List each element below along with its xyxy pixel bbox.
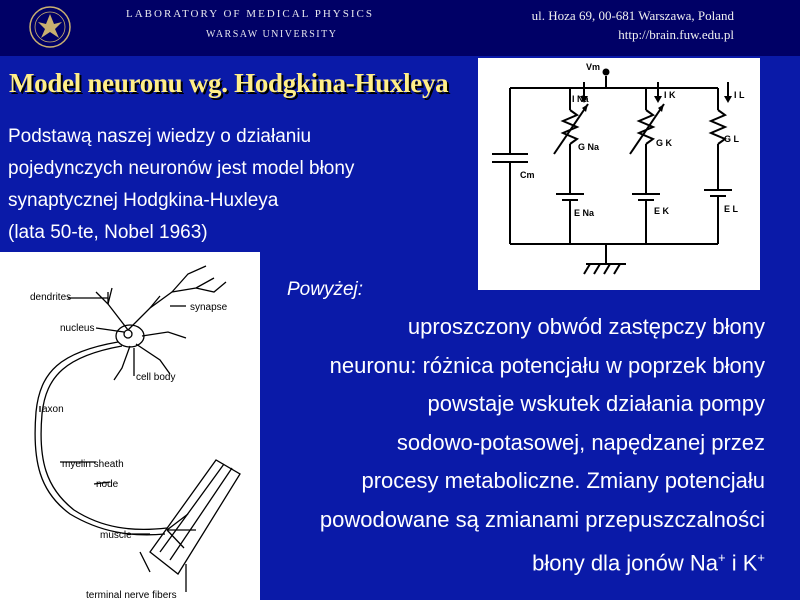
intro-text xyxy=(8,121,354,249)
description-line: sodowo-potasowej, napędzanej przez xyxy=(396,429,765,455)
description-text xyxy=(270,308,765,583)
cm-label: Cm xyxy=(520,170,535,180)
synapse-label: synapse xyxy=(190,302,228,313)
description-line: powodowane są zmianami przepuszczalności xyxy=(319,506,765,532)
description-line-last xyxy=(270,539,765,583)
header-bar xyxy=(0,0,800,56)
g-k-label: G K xyxy=(656,138,673,148)
cell-body-label: cell body xyxy=(136,372,176,383)
lab-name: LABORATORY OF MEDICAL PHYSICS xyxy=(126,8,374,20)
e-k-label: E K xyxy=(654,206,670,216)
above-label: Powyżej: xyxy=(287,279,364,300)
e-na-label: E Na xyxy=(574,208,595,218)
description-text-part: błony dla jonów Na xyxy=(532,550,719,576)
description-line: powstaje wskutek działania pompy xyxy=(427,391,765,416)
terminal-fibers-label: terminal nerve fibers xyxy=(86,590,177,600)
i-l-label: I L xyxy=(734,90,745,100)
axon-label: axon xyxy=(42,404,64,415)
dendrites-label: dendrites xyxy=(30,292,72,303)
nucleus-label: nucleus xyxy=(60,323,95,334)
intro-line: pojedynczych neuronów jest model błony xyxy=(8,158,355,179)
node-label: node xyxy=(96,479,119,490)
intro-line: synaptycznej Hodgkina-Huxleya xyxy=(8,190,279,211)
slide-title: Model neuronu wg. Hodgkina-Huxleya xyxy=(9,68,449,98)
superscript-plus: + xyxy=(718,550,726,565)
address-text: ul. Hoza 69, 00-681 Warszawa, Poland xyxy=(531,8,734,23)
superscript-plus: + xyxy=(757,550,765,565)
g-na-label: G Na xyxy=(578,142,600,152)
g-l-label: G L xyxy=(724,134,739,144)
muscle-label: muscle xyxy=(100,530,132,541)
myelin-sheath-label: myelin sheath xyxy=(62,459,124,470)
e-l-label: E L xyxy=(724,204,739,214)
address-block xyxy=(532,6,734,44)
description-text-part: i K xyxy=(725,550,758,576)
description-line: neuronu: różnica potencjału w poprzek błony xyxy=(329,352,765,378)
i-k-label: I K xyxy=(664,90,676,100)
vm-label: Vm xyxy=(586,62,601,72)
university-emblem-icon xyxy=(28,4,72,50)
website-link[interactable]: http://brain.fuw.edu.pl xyxy=(618,27,734,42)
neuron-illustration xyxy=(0,252,260,600)
university-name: WARSAW UNIVERSITY xyxy=(206,29,338,40)
i-na-label: I Na xyxy=(572,94,589,104)
description-line: uproszczony obwód zastępczy błony xyxy=(407,314,765,339)
intro-line: (lata 50-te, Nobel 1963) xyxy=(8,222,208,243)
description-line: procesy metaboliczne. Zmiany potencjału xyxy=(361,468,765,493)
hh-circuit-diagram xyxy=(478,58,760,290)
intro-line: Podstawą naszej wiedzy o działaniu xyxy=(8,126,312,147)
